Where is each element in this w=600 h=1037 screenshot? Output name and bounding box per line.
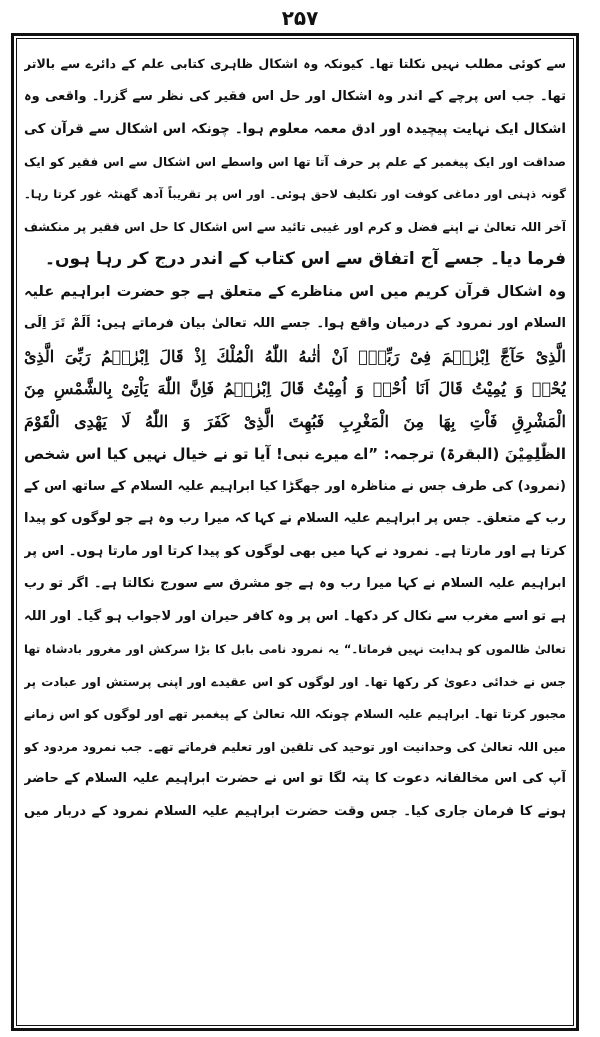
page-number: ۲۵۷ [281,6,319,30]
text-line: تھا۔ جب اس پرچے کے اندر وہ اشکال اور حل اس فقیر کی نظر سے گزرا۔ واقعی وہ [24,88,566,104]
text-line: صداقت اور ایک پیغمبر کے علم پر حرف آتا تھا اس واسطے اس اشکال سے اس فقیر کو ایک [24,154,566,169]
text-line: الظّٰلِمِیْنَ (البقرۃ) ترجمہ: ”اے میرے نبی! آیا تو نے خیال نہیں کیا اس شخص [24,445,566,463]
text-line: کرتا ہے اور مارتا ہے۔ نمرود نے کہا میں بھی لوگوں کو پیدا کرتا اور مارتا ہوں۔ اس پر [24,543,566,559]
text-line: سے کوئی مطلب نہیں نکلتا تھا۔ کیونکہ وہ اشکال ظاہری کتابی علم کے دائرے سے بالاتر [24,56,566,71]
text-line: ہے تو اسے مغرب سے نکال کر دکھا۔ اس پر وہ کافر حیران اور لاجواب ہو گیا۔ اور اللہ [24,608,566,624]
text-line: آپ کی اس مخالفانہ دعوت کا پتہ لگا تو اس نے حضرت ابراہیم علیہ السلام کے حاضر [24,771,566,786]
text-line: (نمرود) کی طرف جس نے مناظرہ اور جھگڑا کیا ابراہیم علیہ السلام کے ساتھ اس کے [24,478,566,494]
text-line: گونہ ذہنی اور دماغی کوفت اور تکلیف لاحق ہوئی۔ اور اس پر تقریباً آدھ گھنٹہ غور کرتا رہا۔ [24,187,566,201]
quran-verse-line: الَّذِیْ حَآجَّ اِبْرٰهٖمَ فِیْ رَبِّهٖۤ اَنْ اٰتٰىهُ اللّٰهُ الْمُلْكَ اِذْ قَالَ اِبْرٰهٖمُ رَبِّیَ الَّذِیْ [24,346,566,366]
text-line: ہونے کا فرمان جاری کیا۔ جس وقت حضرت ابراہیم علیہ السلام نمرود کے دربار میں [24,803,566,819]
text-line: مجبور کرتا تھا۔ ابراہیم علیہ السلام چونکہ اللہ تعالیٰ کے پیغمبر تھے اور لوگوں کو اس زمانے [24,707,566,721]
text-line: اشکال ایک نہایت پیچیدہ اور ادق معمہ معلوم ہوا۔ چونکہ اس اشکال سے قرآن کی [24,121,566,137]
text-line: رب کے متعلق۔ جس پر ابراہیم علیہ السلام نے کہا کہ میرا رب وہ ہے جو لوگوں کو پیدا [24,511,566,526]
text-line: جس نے خدائی دعویٰ کر رکھا تھا۔ اور لوگوں کو اس عقیدے اور اپنی پرستش اور عبادت پر [24,674,566,689]
text-line: فرما دیا۔ جسے آج اتفاق سے اس کتاب کے اندر درج کر رہا ہوں۔ [45,249,566,269]
text-line: السلام اور نمرود کے درمیان واقع ہوا۔ جسے اللہ تعالیٰ بیان فرماتے ہیں: اَلَمْ تَرَ اِلَى [24,316,566,331]
text-line: میں اللہ تعالیٰ کی وحدانیت اور توحید کی تلقین اور تعلیم فرماتے تھے۔ جب نمرود مردود کو [24,739,566,754]
text-line: آخر اللہ تعالیٰ نے اپنے فضل و کرم اور غیبی تائید سے اس اشکال کا حل اس فقیر پر منکشف [24,219,566,234]
quran-verse-line: الْمَشْرِقِ فَاْتِ بِهَا مِنَ الْمَغْرِبِ فَبُهِتَ الَّذِیْ كَفَرَ وَ اللّٰهُ لَا یَهْدِی الْقَوْمَ [24,411,566,431]
text-line: تعالیٰ ظالموں کو ہدایت نہیں فرماتا۔“ یہ نمرود نامی بابل کا بڑا سرکش اور مغرور بادشاہ تھا [24,642,566,656]
quran-verse-line: یُحْیٖ وَ یُمِیْتُ قَالَ اَنَا اُحْیٖ وَ اُمِیْتُ قَالَ اِبْرٰهٖمُ فَاِنَّ اللّٰهَ یَاْتِیْ بِالشَّمْسِ مِنَ [24,379,566,398]
text-line: ابراہیم علیہ السلام نے کہا میرا رب وہ ہے جو مشرق سے سورج نکالتا ہے۔ اگر تو رب [24,576,566,591]
text-body [24,48,566,1023]
text-line: وہ اشکال قرآن کریم میں اس مناظرے کے متعلق ہے جو حضرت ابراہیم علیہ [24,283,566,300]
